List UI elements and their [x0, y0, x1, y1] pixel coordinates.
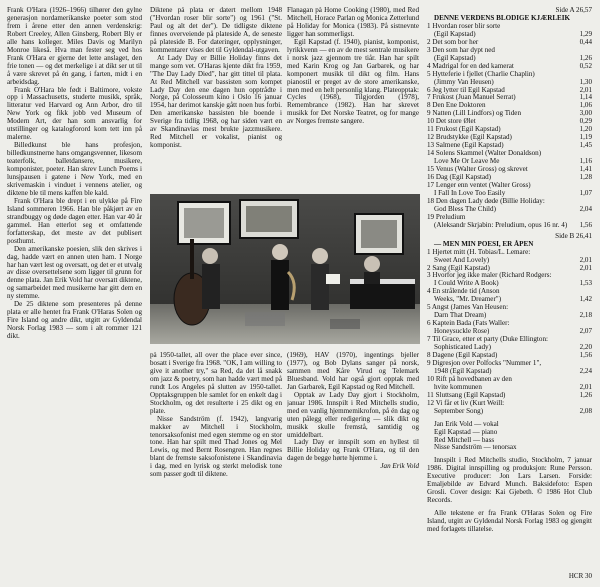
track-title: 6 Jeg lytter til Egil Kapstad: [427, 85, 505, 94]
column-3-paragraph: Flanagan på Home Cooking (1980), med Red Mitchell, Horace Parlan og Monica Zetterlund på Holiday for Monica (1983). På sistnevnte ligger han sommerligst.: [287, 7, 419, 38]
column-1-paragraph: Frank O'Hara (1926–1966) tilhører den gylne generasjon nordamerikanske poeter som stod frem i årene etter den annen verdenskrig: Robert Creeley, Allen Ginsberg, Robert Bly er alle hans kolleger. Miles Davis og Marilyn Monroe likeså. Hva man fester seg ved hos Frank O'Hara er gjerne det lette anslaget, den frie tonen — og det merkelige i at dikt ser ut til å være skrevet på én gang, i farten, midt i en arbeidsdag.: [7, 7, 142, 86]
track-title: 9 Natten (Lill Lindfors) og Tiden: [427, 109, 521, 118]
column-1-paragraph: De 25 diktene som presenteres på denne plata er alle hentet fra Frank O'Haras Solen og Fire Island og andre dikt, utgitt av Gyldendal Norsk Forlag 1983 — som i alt rommer 121 dikt.: [7, 300, 142, 341]
column-3-lower-paragraph: Lady Day er innspilt som en hyllest til Billie Holiday og Frank O'Hara, og til den dagen de begge hørte hjemme i.: [287, 438, 419, 463]
track-title: 14 Solens Skammel (Walter Donaldson): [427, 149, 542, 158]
track-title: 15 Venus (Walter Gross) og skrevet: [427, 165, 528, 174]
track-duration: 1,28: [579, 173, 592, 182]
track-title: 5 Hytteferie i fjellet (Charlie Chaplin): [427, 69, 535, 78]
track-title: 1 Hjertet mitt (H. Tobias/L. Lemare:: [427, 247, 531, 256]
track-duration: 1,53: [579, 279, 592, 288]
track-duration: 1,19: [579, 133, 592, 142]
track-title: 18 Den dagen Lady døde (Billie Holiday:: [427, 196, 545, 205]
track-duration: 0,52: [579, 61, 592, 70]
track-title: 19 Preludium: [427, 212, 466, 221]
signature: Jan Erik Vold: [380, 462, 419, 471]
track-title: (Egil Kapstad): [434, 29, 476, 38]
catalog-number: HCR 30: [568, 572, 592, 581]
credits-line: Egil Kapstad — piano: [434, 427, 498, 436]
track-duration: 2,01: [579, 382, 592, 391]
liner-notes-column-1: [7, 7, 142, 582]
column-3-lower-paragraph: (1969), HAV (1970), ingentings bjeller (1977), og Bob Dylans sanger på norsk, sammen med Kåre Virud og Telemark Bluesband. Vold har også gjort opptak med Jan Garbarek, Egil Kapstad og Red Mitchell.: [287, 352, 419, 391]
track-duration: 1,56: [579, 220, 592, 229]
track-title: 2 Det som bor her: [427, 37, 479, 46]
track-title: 16 Dag (Egil Kapstad): [427, 173, 492, 182]
track-duration: 2,04: [579, 204, 592, 213]
track-duration: 2,24: [579, 366, 592, 375]
track-duration: 2,07: [579, 327, 592, 336]
studio-photo-image: [150, 194, 420, 344]
track-title: September Song): [434, 406, 484, 415]
track-title: 10 Det store Ølet: [427, 117, 476, 126]
track-duration: 2,01: [579, 263, 592, 272]
track-duration: 2,18: [579, 311, 592, 320]
track-title: Love Me Or Leave Me: [434, 157, 500, 166]
column-1-paragraph: Billedkunst ble hans profesjon, billedkunstnerne hans omgangsvenner, likesom teaterfolk, balletdansere, musikere, komponister, poeter. Han skrev Lunch Poems i lunsjpausen i gatene i New York, med en skrivemaskin i vinduet i vennens atelier, og diktene ble til mens kaffen ble kald.: [7, 141, 142, 197]
track-title: 12 Vi får et liv (Kurt Weill:: [427, 398, 505, 407]
track-title: 5 Angst (James Van Heusen:: [427, 303, 509, 312]
side-b-header: Side B 26,41: [555, 231, 592, 240]
track-duration: 1,42: [579, 295, 592, 304]
production-line: Innspilt i Red Mitchells studio, Stockholm, 7 januar 1986. Digital innspilling og produksjon: Rune Persson. Executive producer: Jon Lars Larsen. Forside: Emaljebilde av Edvard Munch. Baksidefoto: Espen Grosli. Cover design: Kai Gjebeth. © 1986 Hot Club Records.: [427, 456, 592, 505]
track-duration: 1,41: [579, 165, 592, 174]
track-title: I Fall In Love Too Easily: [434, 188, 506, 197]
track-duration: 2,08: [579, 406, 592, 415]
musician-credits: [427, 421, 592, 453]
track-duration: 1,26: [579, 53, 592, 62]
track-title: Honeysuckle Rose): [434, 327, 490, 336]
side-a-title: DENNE VERDENS BLODIGE KJÆRLEIK: [434, 13, 571, 22]
track-duration: 1,29: [579, 29, 592, 38]
track-row: [427, 408, 592, 416]
track-title: 8 Dagene (Egil Kapstad): [427, 350, 498, 359]
track-title: 8 Den Ene Doktoren: [427, 101, 486, 110]
liner-notes-column-3: [287, 7, 419, 195]
column-2-lower-paragraph: på 1950-tallet, all over the place ever since, bosatt i Sverige fra 1968. "OK, I am willing to give it another try," sa Red, da det lå snakk om jazz & poetry, som han hadde vært med på rundt Los Angeles på slutten av 1950-tallet. Opptaksgruppen ble samlet for en enkelt dag i Stockholm, og det resulterte i 25 dikt og en plate.: [150, 352, 282, 415]
track-duration: 1,16: [579, 157, 592, 166]
column-2-paragraph: Diktene på plata er datert mellom 1948 ("Hvordan roser blir sorte") og 1961 ("St. Paul og alt det der"). De tidligste diktene finnes overveiende på plateside A, de seneste på plateside B. For dateringer, opplysninger, kommentarer vises det til Gyldendal-utgaven.: [150, 7, 282, 54]
track-duration: 3,00: [579, 109, 592, 118]
track-title: 12 Brudstykke (Egil Kapstad): [427, 133, 512, 142]
track-duration: 0,44: [579, 37, 592, 46]
column-3-lower-paragraph: Opptak av Lady Day gjort i Stockholm, januar 1986. Innspilt i Red Mitchells studio, med en vanlig hjemmemikrofon, på én dag og uten pålegg eller redigering — slik dikt og musikk skulle fremstå, samtidig og umiddelbart.: [287, 390, 419, 439]
track-title: I Could Write A Book): [434, 279, 499, 288]
track-title: (Aleksandr Skrjabin: Preludium, opus 16 nr. 4): [434, 220, 568, 229]
track-row: [427, 222, 592, 230]
track-title: 10 Rift på hovedbanen av den: [427, 374, 512, 383]
liner-notes-column-2-lower: [150, 352, 282, 582]
credits-line: Jan Erik Vold — vokal: [434, 419, 499, 428]
track-title: Weeks, "Mr. Dreamer"): [434, 295, 502, 304]
column-1-paragraph: Frank O'Hara ble født i Baltimore, vokste opp i Massachusetts, studerte musikk, språk, litteratur ved Harvard og Ann Arbor, dro til New York og fikk jobb ved Museum of Modern Art, der han som ansvarlig for utstillinger og katalogforord kom tett inn på malerne.: [7, 85, 142, 142]
liner-notes-column-2: [150, 7, 282, 195]
track-duration: 0,29: [579, 117, 592, 126]
copyright-footnote: Alle tekstene er fra Frank O'Haras Solen og Fire Island, utgitt av Gyldendal Norsk Forlag 1983 og gjengitt med forlagets tillatelse.: [427, 509, 592, 534]
track-title: Sweet And Lovely): [434, 255, 490, 264]
track-title: 9 Digresjon over Polfocks "Nummer 1",: [427, 358, 542, 367]
track-duration: 1,07: [579, 188, 592, 197]
track-duration: 1,45: [579, 141, 592, 150]
track-title: (Egil Kapstad): [434, 53, 476, 62]
credits-line: Red Mitchell — bass: [434, 435, 495, 444]
track-title: 3 Hvorfor jeg ikke maler (Richard Rodgers:: [427, 271, 552, 280]
side-b-title: — MEN MIN POESI, ER ÅPEN: [434, 239, 534, 248]
track-duration: 1,30: [579, 77, 592, 86]
side-a-tracklist: [427, 7, 592, 230]
side-b-tracklist: [427, 233, 592, 416]
column-1-paragraph: Frank O'Hara ble drept i en ulykke på Fire Island sommeren 1966. Han ble påkjørt av en strandbuggy og døde dagen etter. Han var 40 år gammel. Han etterlot seg et omfattende forfatterskap, det meste av det publisert posthumt.: [7, 196, 142, 245]
track-duration: 1,14: [579, 93, 592, 102]
track-title: 3 Den som har dypt ned: [427, 45, 495, 54]
column-3-paragraph: Egil Kapstad (f. 1940), pianist, komponist, lyrikkvenn — en av de mest sentrale musikere i norsk jazz gjennom tre tiår. Han har spilt med Karin Krog og Jan Garbarek, og har komponert musikk til dikt og film. Hans pianostil er preget av de store amerikanske, men med en helt personlig klang. Plateopptak: Cycles (1968), Tilgjorden (1978), Remembrance (1982). Han har skrevet musikk for Det Norske Teatret, og for mange av Norges fremste sangere.: [287, 37, 419, 126]
credits-line: Nisse Sandström — tenorsax: [434, 443, 517, 452]
track-title: 1 Hvordan roser blir sorte: [427, 21, 501, 30]
track-title: 11 Frukost (Egil Kapstad): [427, 125, 501, 134]
track-title: Darn That Dream): [434, 311, 487, 320]
production-credits: [427, 457, 592, 505]
tracklist-column: [427, 7, 592, 582]
track-title: 2 Sang (Egil Kapstad): [427, 263, 490, 272]
track-title: 4 En strålende tid (Anson: [427, 287, 500, 296]
studio-photo: [150, 194, 420, 344]
track-title: hvite kommunen: [434, 382, 482, 391]
track-title: 4 Madrigal for en død kamerat: [427, 61, 514, 70]
track-duration: 1,26: [579, 390, 592, 399]
track-title: 7 Til Grace, etter et party (Duke Ellington:: [427, 335, 548, 344]
track-title: God Bless The Child): [434, 204, 496, 213]
track-title: 13 Salmene (Egil Kapstad): [427, 141, 504, 150]
track-duration: 2,01: [579, 255, 592, 264]
track-title: 6 Kaptein Bada (Fats Waller:: [427, 319, 510, 328]
column-2-paragraph: At Lady Day er Billie Holiday finns det mange som vet. O'Haras kjente dikt fra 1959, "The Day Lady Died", har gitt tittel til plata. At Red Mitchell var bassisten som kompet Lady Day den ene dagen hun opptrådte i Norge, på Colosseum kino i Oslo 16 januar 1954, har derimot kanskje gått noen hus forbi. Den amerikanske bassisten ble boende i Sverige fra tidlig 1968, og har siden vært en av Skandinavias mest brukte jazzmusikere. Red Mitchell er vokalist, pianist og komponist.: [150, 53, 282, 150]
column-1-paragraph: Den amerikanske poesien, slik den skrives i dag, hadde vært en annen uten ham. I Norge har han vært lest og oversatt, og det er et utvalg av disse oversettelsene som ligger til grunn for denne plata. Jan Erik Vold har oversatt diktene, og samarbeidet med musikerne har gitt dem en ny stemme.: [7, 244, 142, 301]
track-duration: 1,56: [579, 350, 592, 359]
side-a-header: Side A 26,57: [555, 7, 592, 14]
liner-notes-column-3-lower: [287, 352, 419, 582]
track-title: 17 Lenger enn ventet (Walter Gross): [427, 180, 531, 189]
track-duration: 1,06: [579, 101, 592, 110]
track-duration: 2,01: [579, 85, 592, 94]
track-title: 11 Sluttsang (Egil Kapstad): [427, 390, 506, 399]
track-duration: 1,20: [579, 125, 592, 134]
track-title: 7 Frukost (Juan Manuel Serrat): [427, 93, 516, 102]
track-duration: 2,20: [579, 343, 592, 352]
column-2-lower-paragraph: Nisse Sandström (f. 1942), langvarig makker av Mitchell i Stockholm, tenorsaksofonist med egen stemme og en stor tone. Han har spilt med Thad Jones og Mel Lewis, og med Bernt Rosengren. Han regnes blant de fremste saksofonistene i Skandinavia i dag, med en lyrisk og sterkt melodisk tone som passer godt til diktene.: [150, 414, 282, 479]
track-title: Sophisticated Lady): [434, 343, 491, 352]
track-title: (Jimmy Van Heusen): [434, 77, 494, 86]
track-title: 1948 (Egil Kapstad): [434, 366, 492, 375]
